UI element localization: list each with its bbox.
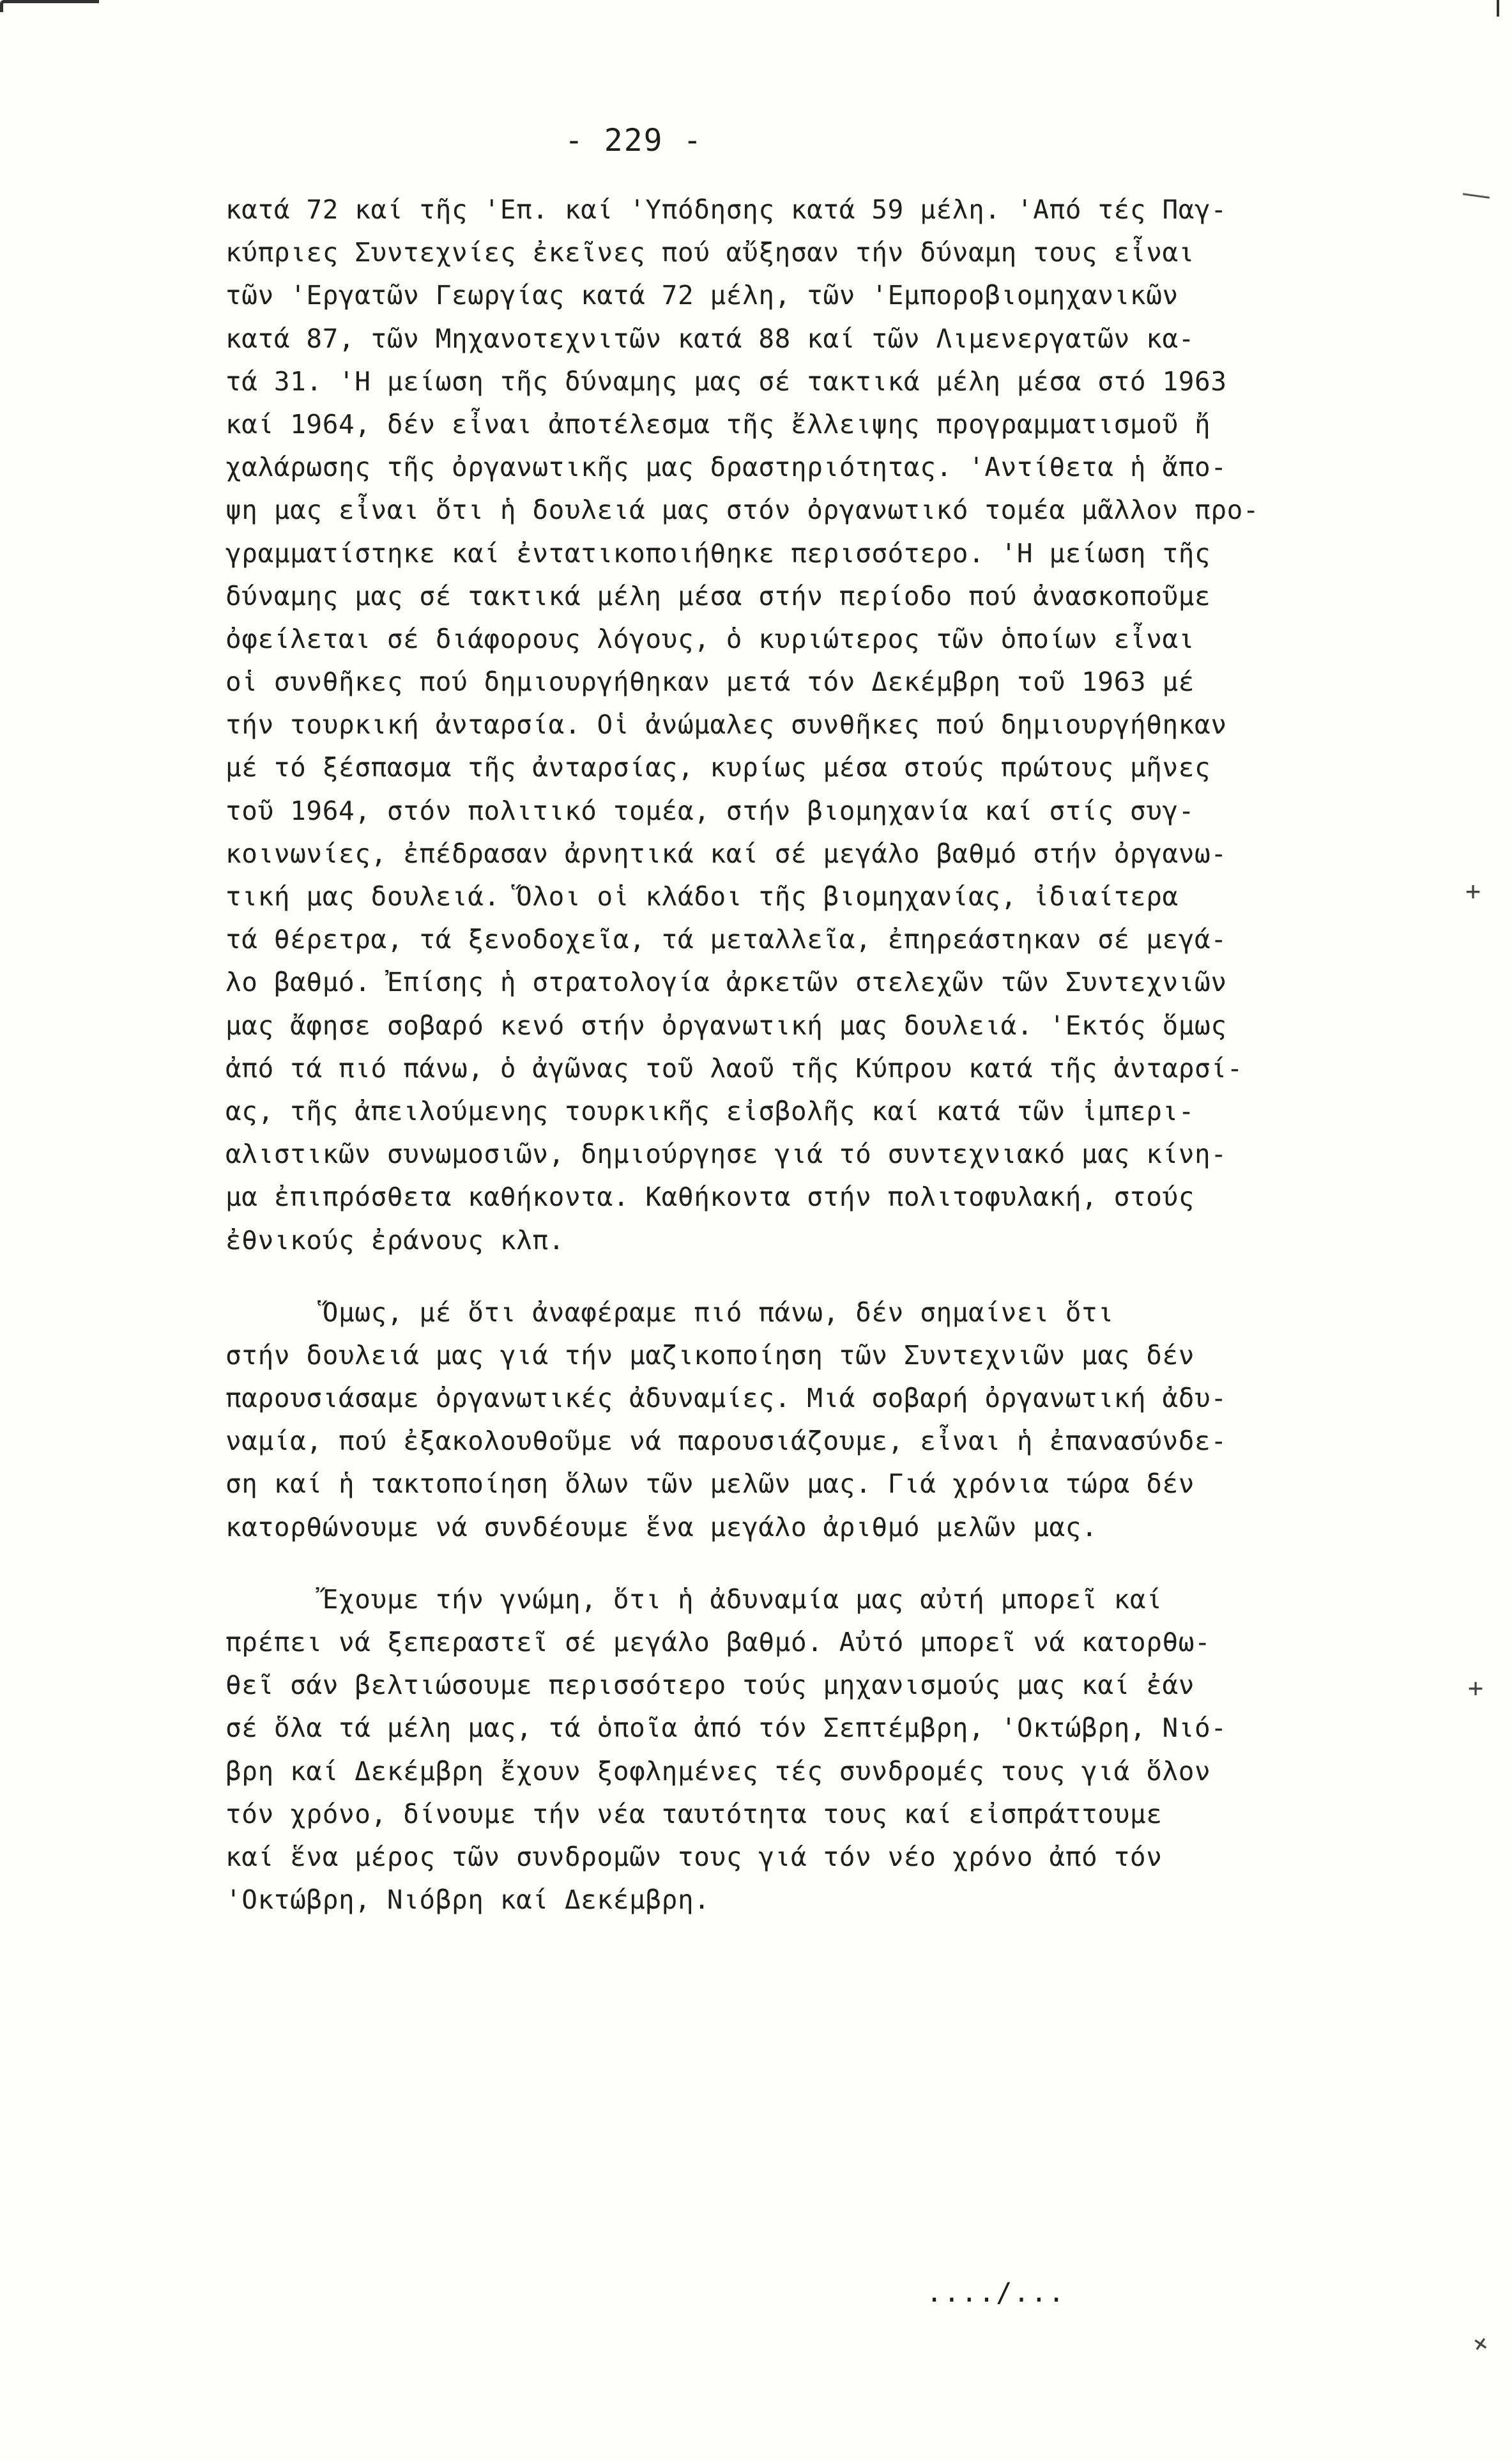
text-line: βρη καί Δεκέμβρη ἔχουν ξοφλημένες τές συνδρομές τους γιά ὅλον — [225, 1755, 1211, 1787]
text-line: ἀπό τά πιό πάνω, ὁ ἀγῶνας τοῦ λαοῦ τῆς Κύπρου κατά τῆς ἀνταρσί- — [225, 1052, 1243, 1084]
text-line: δύναμης μας σέ τακτικά μέλη μέσα στήν περίοδο πού ἀνασκοποῦμε — [225, 580, 1211, 612]
text-line: κατά 72 καί τῆς 'Επ. καί 'Υπόδησης κατά 59 μέλη. 'Από τές Παγ- — [225, 194, 1227, 225]
scan-corner-mark — [0, 0, 99, 12]
text-line: ας, τῆς ἀπειλούμενης τουρκικῆς εἰσβολῆς καί κατά τῶν ἰμπερι- — [225, 1095, 1195, 1127]
crosshair-mark-icon: + — [1465, 2327, 1496, 2360]
text-line: τοῦ 1964, στόν πολιτικό τομέα, στήν βιομηχανία καί στίς συγ- — [225, 795, 1195, 826]
text-line: θεῖ σάν βελτιώσουμε περισσότερο τούς μηχανισμούς μας καί ἐάν — [225, 1670, 1195, 1701]
text-line: Ἔχουμε τήν γνώμη, ὅτι ἡ ἀδυναμία μας αὐτή μπορεῖ καί — [225, 1583, 1163, 1615]
text-line: γραμματίστηκε καί ἐντατικοποιήθηκε περισσότερο. 'Η μείωση τῆς — [225, 537, 1211, 569]
continuation-mark: ..../... — [926, 2277, 1066, 2308]
crosshair-mark-icon: + — [1465, 877, 1481, 906]
paragraph-1 — [225, 188, 1305, 1262]
text-line: καί 1964, δέν εἶναι ἀποτέλεσμα τῆς ἔλλειψης προγραμματισμοῦ ἤ — [225, 408, 1211, 440]
text-line: ψη μας εἶναι ὅτι ἡ δουλειά μας στόν ὀργανωτικό τομέα μᾶλλον προ- — [225, 495, 1260, 526]
text-line: χαλάρωσης τῆς ὀργανωτικῆς μας δραστηριότητας. 'Αντίθετα ἡ ἄπο- — [225, 452, 1227, 483]
text-line: αλιστικῶν συνωμοσιῶν, δημιούργησε γιά τό συντεχνιακό μας κίνη- — [225, 1139, 1227, 1170]
text-line: μας ἄφησε σοβαρό κενό στήν ὀργανωτική μας δουλειά. 'Εκτός ὅμως — [225, 1010, 1227, 1041]
text-line: ὀφείλεται σέ διάφορους λόγους, ὁ κυριώτερος τῶν ὁποίων εἶναι — [225, 623, 1195, 654]
text-line: καί ἕνα μέρος τῶν συνδρομῶν τους γιά τόν νέο χρόνο ἀπό τόν — [225, 1841, 1163, 1872]
text-line: κύπριες Συντεχνίες ἐκεῖνες πού αὔξησαν τήν δύναμη τους εἶναι — [225, 237, 1195, 268]
text-line: τική μας δουλειά. Ὅλοι οἱ κλάδοι τῆς βιομηχανίας, ἰδιαίτερα — [225, 881, 1179, 912]
text-line: τήν τουρκική ἀνταρσία. Οἱ ἀνώμαλες συνθῆκες πού δημιουργήθηκαν — [225, 709, 1227, 741]
text-line: ναμία, πού ἐξακολουθοῦμε νά παρουσιάζουμε, εἶναι ἡ ἐπανασύνδε- — [225, 1426, 1227, 1457]
scan-edge-mark — [1497, 0, 1499, 17]
text-line: τῶν 'Εργατῶν Γεωργίας κατά 72 μέλη, τῶν 'Εμποροβιομηχανικῶν — [225, 280, 1179, 311]
text-line: τά θέρετρα, τά ξενοδοχεῖα, τά μεταλλεῖα, ἐπηρεάστηκαν σέ μεγά- — [225, 924, 1227, 955]
text-line: πρέπει νά ξεπεραστεῖ σέ μεγάλο βαθμό. Αὐτό μπορεῖ νά κατορθω- — [225, 1627, 1211, 1658]
text-line: λο βαθμό. Ἐπίσης ἡ στρατολογία ἀρκετῶν στελεχῶν τῶν Συντεχνιῶν — [225, 967, 1227, 998]
text-line: σέ ὅλα τά μέλη μας, τά ὁποῖα ἀπό τόν Σεπτέμβρη, 'Οκτώβρη, Νιό- — [225, 1712, 1227, 1744]
text-line: Ὅμως, μέ ὅτι ἀναφέραμε πιό πάνω, δέν σημαίνει ὅτι — [225, 1296, 1114, 1328]
text-line: μα ἐπιπρόσθετα καθήκοντα. Καθήκοντα στήν πολιτοφυλακή, στούς — [225, 1181, 1195, 1213]
text-line: μέ τό ξέσπασμα τῆς ἀνταρσίας, κυρίως μέσα στούς πρώτους μῆνες — [225, 752, 1211, 783]
text-line: ἐθνικούς ἐράνους κλπ. — [225, 1224, 565, 1256]
text-line: τά 31. 'Η μείωση τῆς δύναμης μας σέ τακτικά μέλη μέσα στό 1963 — [225, 365, 1227, 397]
crosshair-mark-icon: + — [1468, 1673, 1484, 1703]
paragraph-2 — [225, 1291, 1305, 1549]
text-line: 'Οκτώβρη, Νιόβρη καί Δεκέμβρη. — [225, 1884, 710, 1916]
text-line: κατά 87, τῶν Μηχανοτεχνιτῶν κατά 88 καί τῶν Λιμενεργατῶν κα- — [225, 323, 1195, 354]
text-line: παρουσιάσαμε ὀργανωτικές ἀδυναμίες. Μιά σοβαρή ὀργανωτική ἀδυ- — [225, 1383, 1227, 1414]
text-line: οἱ συνθῆκες πού δημιουργήθηκαν μετά τόν Δεκέμβρη τοῦ 1963 μέ — [225, 666, 1195, 698]
margin-dash-mark — [1463, 193, 1490, 199]
text-line: τόν χρόνο, δίνουμε τήν νέα ταυτότητα τους καί εἰσπράττουμε — [225, 1798, 1163, 1829]
paragraph-3 — [225, 1578, 1305, 1922]
text-line: κοινωνίες, ἐπέδρασαν ἀρνητικά καί σέ μεγάλο βαθμό στήν ὀργανω- — [225, 838, 1227, 869]
text-line: ση καί ἡ τακτοποίηση ὅλων τῶν μελῶν μας. Γιά χρόνια τώρα δέν — [225, 1468, 1195, 1500]
body-text — [225, 188, 1305, 1921]
text-line: κατορθώνουμε νά συνδέουμε ἕνα μεγάλο ἀριθμό μελῶν μας. — [225, 1511, 1098, 1543]
page-number: - 229 - — [565, 123, 703, 158]
text-line: στήν δουλειά μας γιά τήν μαζικοποίηση τῶν Συντεχνιῶν μας δέν — [225, 1339, 1195, 1371]
